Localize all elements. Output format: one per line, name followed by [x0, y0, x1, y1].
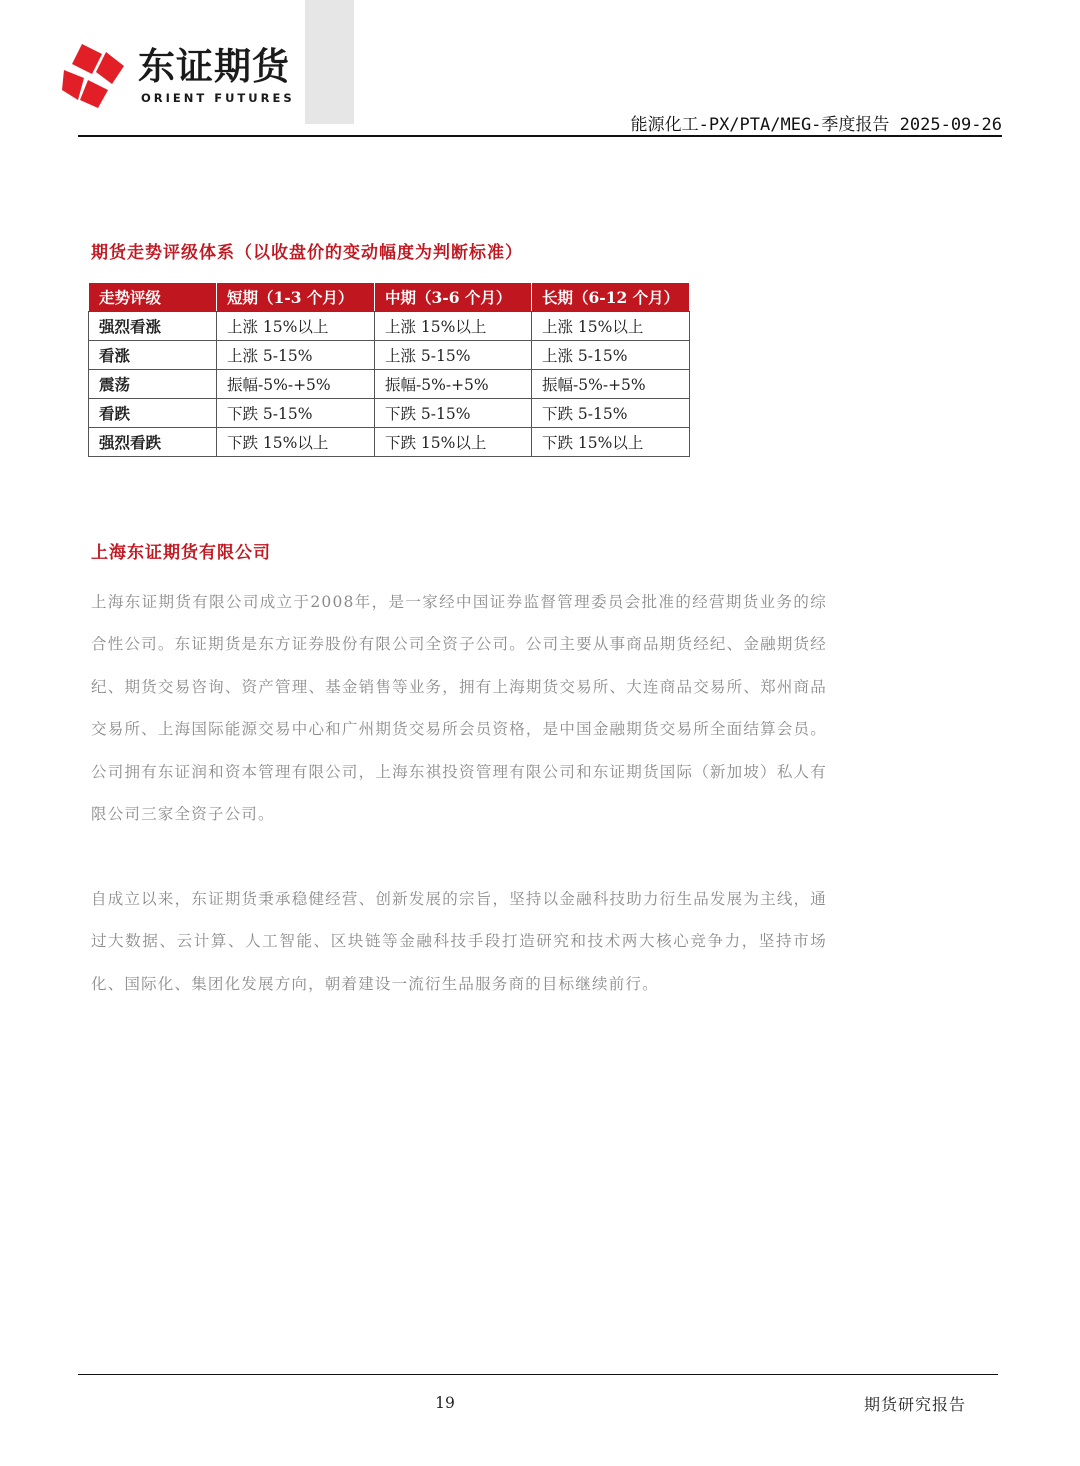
rating-level: 看跌 [89, 399, 217, 428]
mid-term-cell: 下跌 15%以上 [375, 428, 532, 457]
footer-divider [78, 1374, 998, 1375]
logo-english-name: ORIENT FUTURES [141, 91, 295, 105]
short-term-cell: 下跌 15%以上 [217, 428, 375, 457]
table-row [89, 399, 690, 428]
logo-chinese-name: 东证期货 [138, 45, 290, 88]
report-title: 能源化工-PX/PTA/MEG-季度报告 2025-09-26 [630, 115, 1002, 135]
column-header: 长期（6-12 个月） [532, 283, 690, 312]
rating-system-title: 期货走势评级体系（以收盘价的变动幅度为判断标准） [91, 243, 523, 263]
rating-level: 看涨 [89, 341, 217, 370]
table-row [89, 370, 690, 399]
rating-table [88, 282, 690, 457]
short-term-cell: 振幅-5%-+5% [217, 370, 375, 399]
rating-level: 强烈看涨 [89, 312, 217, 341]
company-mission-paragraph: 自成立以来，东证期货秉承稳健经营、创新发展的宗旨，坚持以金融科技助力衍生品发展为主线，通过大数据、云计算、人工智能、区块链等金融科技手段打造研究和技术两大核心竞争力，坚持市场化、国际化、集团化发展方向，朝着建设一流衍生品服务商的目标继续前行。 [91, 890, 827, 993]
header-divider [78, 135, 1002, 137]
header-decoration-bar [305, 0, 354, 124]
company-logo [62, 40, 295, 110]
column-header: 走势评级 [89, 283, 217, 312]
long-term-cell: 振幅-5%-+5% [532, 370, 690, 399]
table-row [89, 428, 690, 457]
table-row [89, 341, 690, 370]
mid-term-cell: 下跌 5-15% [375, 399, 532, 428]
mid-term-cell: 振幅-5%-+5% [375, 370, 532, 399]
table-header-row [89, 283, 690, 312]
long-term-cell: 下跌 15%以上 [532, 428, 690, 457]
long-term-cell: 上涨 15%以上 [532, 312, 690, 341]
company-intro-paragraph: 上海东证期货有限公司成立于2008年，是一家经中国证券监督管理委员会批准的经营期货业务的综合性公司。东证期货是东方证券股份有限公司全资子公司。公司主要从事商品期货经纪、金融期货经纪、期货交易咨询、资产管理、基金销售等业务，拥有上海期货交易所、大连商品交易所、郑州商品交易所、上海国际能源交易中心和广州期货交易所会员资格，是中国金融期货交易所全面结算会员。公司拥有东证润和资本管理有限公司，上海东祺投资管理有限公司和东证期货国际（新加坡）私人有限公司三家全资子公司。 [91, 593, 827, 824]
orient-futures-logo-icon [62, 40, 128, 110]
table-row [89, 312, 690, 341]
rating-level: 震荡 [89, 370, 217, 399]
page-number: 19 [435, 1394, 455, 1412]
long-term-cell: 下跌 5-15% [532, 399, 690, 428]
mid-term-cell: 上涨 15%以上 [375, 312, 532, 341]
column-header: 短期（1-3 个月） [217, 283, 375, 312]
footer-label: 期货研究报告 [863, 1395, 966, 1414]
long-term-cell: 上涨 5-15% [532, 341, 690, 370]
company-section-title: 上海东证期货有限公司 [91, 543, 271, 563]
column-header: 中期（3-6 个月） [375, 283, 532, 312]
short-term-cell: 上涨 5-15% [217, 341, 375, 370]
short-term-cell: 上涨 15%以上 [217, 312, 375, 341]
short-term-cell: 下跌 5-15% [217, 399, 375, 428]
rating-level: 强烈看跌 [89, 428, 217, 457]
mid-term-cell: 上涨 5-15% [375, 341, 532, 370]
